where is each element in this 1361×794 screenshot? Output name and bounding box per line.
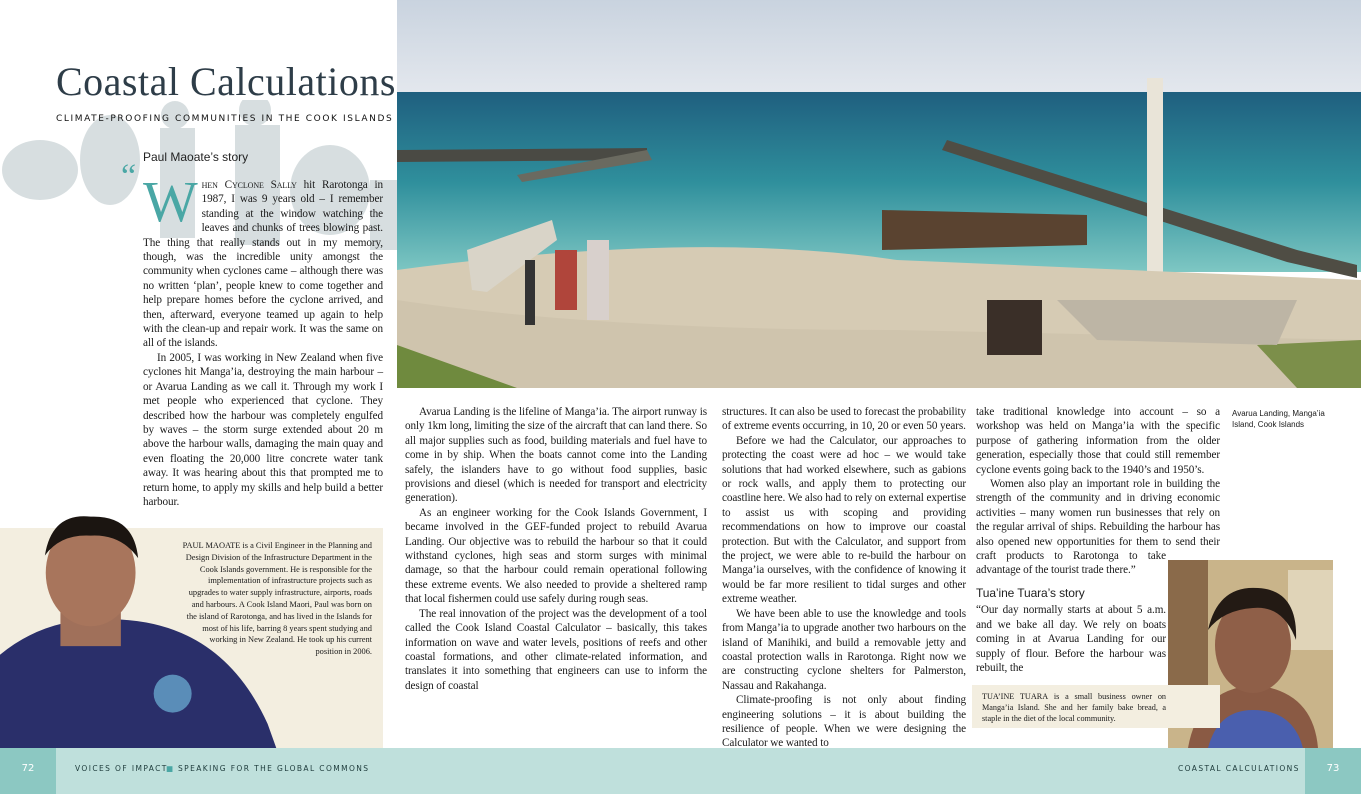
page-subtitle: CLIMATE-PROOFING COMMUNITIES IN THE COOK ISLANDS: [56, 114, 394, 124]
harbour-photo: [397, 0, 1361, 388]
column-5: “Our day normally starts at about 5 a.m. and we bake all day. We rely on boats coming in at Avarua Landing for our supply of flour. Before the harbour was rebuilt, the: [976, 604, 1166, 674]
paul-bio: PAUL MAOATE is a Civil Engineer in the Planning and Design Division of the Infrastructure Department in the Cook Islands government. He is responsible for the implementation of infrastructure projects such as upgrades to water supply infrastructure, airports, roads and harbours. A Cook Island Maori, Paul was born on the island of Rarotonga, and has lived in the Islands for most of his life, barring 8 years spent studying and working in New Zealand. He took up his current position in 2006.: [182, 541, 372, 657]
paragraph: In 2005, I was working in New Zealand when five cyclones hit Manga’ia, destroying the main harbour – or Avarua Landing as we call it. Through my work I met people who experienced that cyclone. They described how the harbour was completely engulfed by waves – the storm surge extended about 20 m above the harbour walls, damaging the main quay and even floating the 20,000 litre concrete water tank away. It was hearing about this that prompted me to return home, to apply my skills and help build a better harbour.: [143, 351, 383, 508]
open-quote: “: [121, 158, 136, 195]
footer-chapter-title: COASTAL CALCULATIONS: [1178, 764, 1300, 773]
photo-caption: Avarua Landing, Manga’ia Island, Cook Islands: [1232, 409, 1325, 429]
footer-book-title: SPEAKING FOR THE GLOBAL COMMONS: [178, 764, 370, 773]
page-title: Coastal Calculations: [56, 59, 396, 104]
wrap-spacer: [1166, 555, 1220, 755]
story-heading-tuaine: Tua’ine Tuara’s story: [976, 585, 1085, 600]
footer-section-title: VOICES OF IMPACT: [75, 764, 168, 773]
story-heading-paul: Paul Maoate’s story: [143, 150, 249, 164]
page-number-left: 72: [0, 748, 56, 794]
column-4: take traditional knowledge into account – so a workshop was held on Manga’ia with the specific purpose of gathering information from the older generation, especially those that could still remember cyclone events going back to the 1940’s and 1950’s. Women also play an important role in building the strength of the community and in driving economic activities – many women run businesses that rely on the regular arrival of ships. Rebuilding the harbour has also opened new opportunities for them to send their craft products to Rarotonga to take advantage of the tourist trade there.” Tua’ine Tuara’s story “Our day normally starts at about 5 a.m. and we bake all day. We rely on boats coming in at Avarua Landing for our supply of flour. Before the harbour was rebuilt, the TUA’INE TUARA is a small business owner on Manga’ia Island. She and her family bake bread, a staple in the diet of the local community.: [976, 405, 1220, 755]
page-number-right: 73: [1305, 748, 1361, 794]
column-3: structures. It can also be used to forecast the probability of extreme events occurring, in 10, 20 or even 50 years. Before we had the Calculator, our approaches to protecting the coast were ad hoc – we would take solutions that had worked elsewhere, such as gabions or rock walls, and apply them to protecting our coastline here. We also had to rely on external expertise to assist us with scoping and providing recommendations on how to improve our coastal protection. But with the Calculator, and support from the project, we were able to re-build the harbour on Manga’ia ourselves, with the confidence of knowing it would be far more resilient to tidal surges and other extreme weather. We have been able to use the knowledge and tools from Manga’ia to upgrade another two harbours on the island of Manihiki, and build a removable jetty and coastal protection walls in Rarotonga. Right now we are constructing cyclone shelters for Palmerston, Nassau and Rakahanga. Climate-proofing is not only about finding engineering solutions – it is about building the resilience of people. When we were designing the Calculator we wanted to: [722, 406, 966, 750]
tuaine-bio: TUA’INE TUARA is a small business owner on Manga’ia Island. She and her family bake bread, a staple in the diet of the local community.: [972, 685, 1220, 728]
column-1: “ When Cyclone Sally hit Rarotonga in 1987, I was 9 years old – I remember standing at the window watching the leaves and chunks of trees blowing past. The thing that really stands out in my memory, though, was the incredible unity amongst the community when cyclones came – although there was no written ‘plan’, people knew to come together and help prepare homes before the cyclone arrived, and then, afterward, everyone teamed up again to help with the clean-up and repair work. It was the same on all of the islands. In 2005, I was working in New Zealand when five cyclones hit Manga’ia, destroying the main harbour – or Avarua Landing as we call it. Through my work I met people who experienced that cyclone. They described how the harbour was completely engulfed by waves – the storm surge extended about 20 m above the harbour walls, damaging the main quay and even floating the 20,000 litre concrete water tank away. It was hearing about this that prompted me to return home, to apply my skills and help build a better harbour.: [121, 158, 383, 508]
column-2: Avarua Landing is the lifeline of Manga’ia. The airport runway is only 1km long, limiting the size of the aircraft that can land there. So all major supplies such as food, building materials and fuel have to come in by ship. When the boats cannot come into the Landing safely, the islanders have to go without food supplies, basic provisions and diesel (which is needed for transport and electricity generation). As an engineer working for the Cook Islands Government, I became involved in the GEF-funded project to rebuild Avarua Landing. Our objective was to rebuild the harbour so that it could withstand cyclones, high seas and storm surges with minimal damage, so that the harbour could remain operational following these extreme events. We also needed to provide a sheltered ramp that local fishermen could use safely during rough seas. The real innovation of the project was the development of a tool called the Cook Island Coastal Calculator – basically, this takes information on wave and water levels, positions of reefs and other coastal formations, and other climate-related information, and translates it into something that engineers can use to inform the design of coastal: [405, 406, 707, 692]
drop-cap: W: [143, 169, 198, 234]
footer-separator: ■: [166, 764, 175, 773]
